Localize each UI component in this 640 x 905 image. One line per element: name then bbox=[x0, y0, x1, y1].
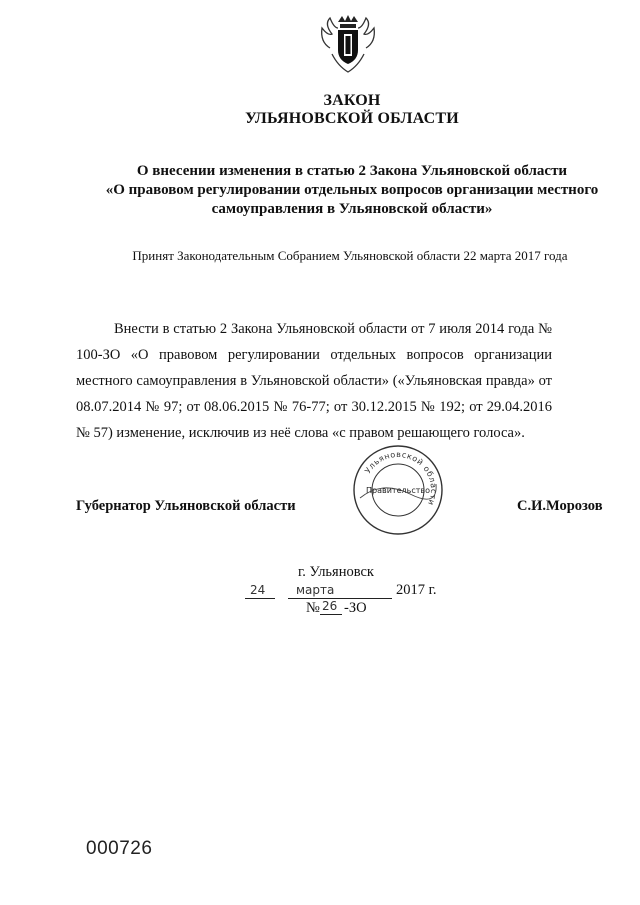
date-month-underline bbox=[288, 598, 392, 599]
date-day-underline bbox=[245, 598, 275, 599]
law-number-underline bbox=[320, 614, 342, 615]
law-region-title: УЛЬЯНОВСКОЙ ОБЛАСТИ bbox=[245, 110, 459, 127]
law-number-suffix: -ЗО bbox=[344, 600, 367, 616]
law-title: ЗАКОН bbox=[323, 92, 381, 109]
law-number-sign: № bbox=[306, 600, 320, 616]
governor-title: Губернатор Ульяновской области bbox=[76, 498, 296, 514]
government-seal-stamp bbox=[352, 444, 444, 536]
governor-name: С.И.Морозов bbox=[517, 498, 603, 514]
seal-ring-text: Ульяновской области bbox=[363, 449, 439, 507]
law-heading-line-1: О внесении изменения в статью 2 Закона Ульяновской области bbox=[136, 163, 568, 179]
ulyanovsk-coat-of-arms-icon bbox=[318, 14, 378, 76]
law-heading-line-3: самоуправления в Ульяновской области» bbox=[211, 201, 493, 217]
date-day: 24 bbox=[250, 583, 266, 597]
city-label: г. Ульяновск bbox=[298, 564, 374, 580]
law-heading-line-2: «О правовом регулировании отдельных вопросов организации местного bbox=[105, 182, 599, 198]
date-month: марта bbox=[296, 583, 335, 597]
document-serial-number: 000726 bbox=[86, 838, 153, 859]
law-body-paragraph: Внести в статью 2 Закона Ульяновской области от 7 июля 2014 года № 100-ЗО «О правовом регулировании отдельных вопросов организации местного самоуправления в Ульяновской области» («Ульяновская правда» от 08.07.2014 № 97; от 08.06.2015 № 76-77; от 30.12.2015 № 192; от 29.04.2016 № 57) изменение, исключив из неё слова «с правом решающего голоса». bbox=[76, 321, 552, 441]
adoption-note: Принят Законодательным Собранием Ульяновской области 22 марта 2017 года bbox=[132, 248, 568, 263]
date-year: 2017 г. bbox=[396, 582, 437, 598]
seal-center-text: Правительство bbox=[366, 486, 430, 495]
law-number-value: 26 bbox=[322, 599, 338, 613]
